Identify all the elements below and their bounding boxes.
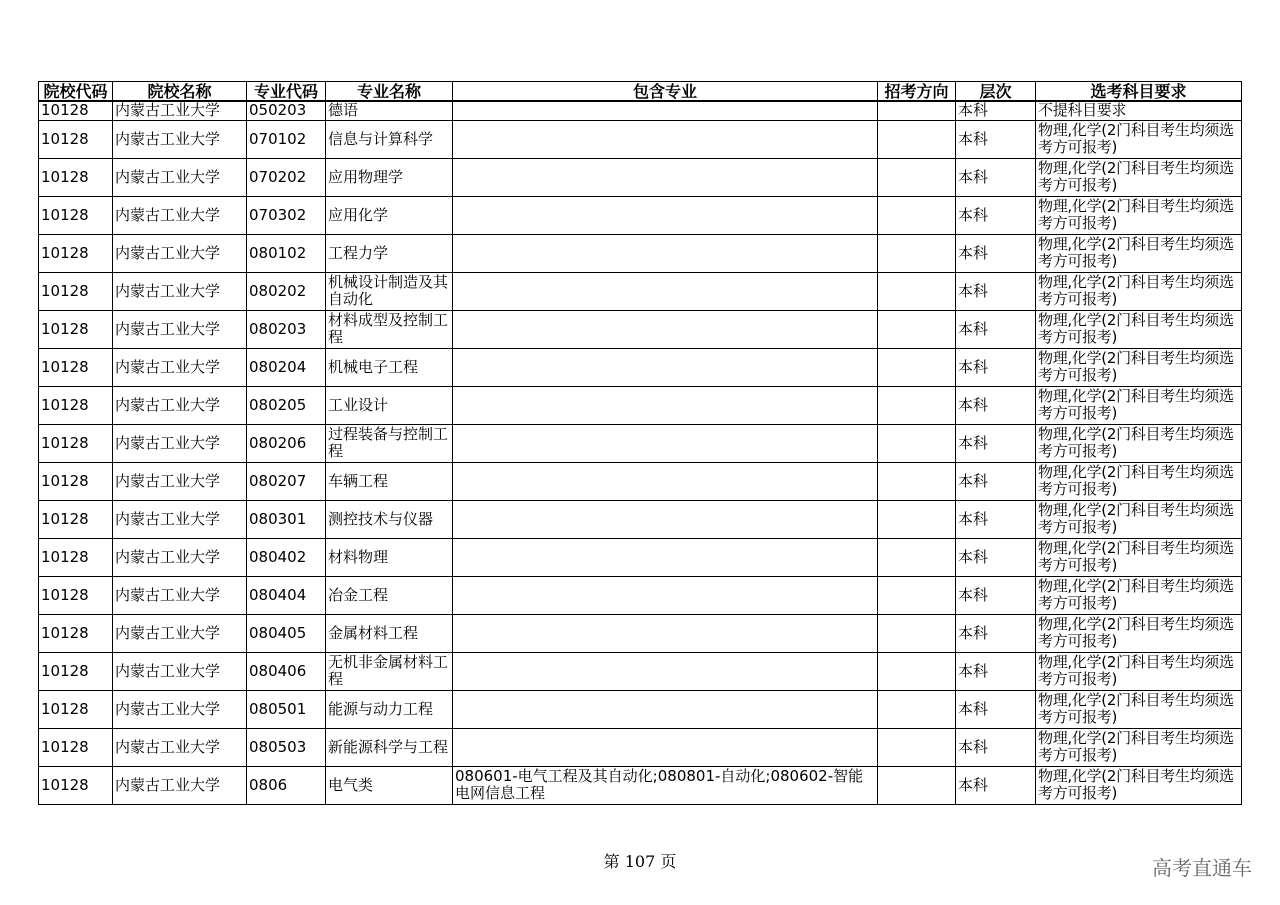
cell-school-code: 10128 (39, 101, 113, 120)
cell-school-name: 内蒙古工业大学 (113, 576, 247, 614)
cell-school-name: 内蒙古工业大学 (113, 310, 247, 348)
cell-school-code: 10128 (39, 766, 113, 804)
cell-level: 本科 (956, 614, 1036, 652)
cell-school-code: 10128 (39, 500, 113, 538)
cell-subject-requirement: 物理,化学(2门科目考生均须选考方可报考) (1036, 158, 1242, 196)
cell-major-code: 080205 (247, 386, 326, 424)
cell-major-name: 过程装备与控制工程 (326, 424, 453, 462)
table-row (39, 196, 1242, 234)
cell-major-name: 电气类 (326, 766, 453, 804)
cell-level: 本科 (956, 158, 1036, 196)
cell-major-name: 冶金工程 (326, 576, 453, 614)
cell-included-majors (453, 196, 878, 234)
cell-major-code: 080503 (247, 728, 326, 766)
cell-included-majors (453, 272, 878, 310)
cell-major-name: 金属材料工程 (326, 614, 453, 652)
table-row (39, 158, 1242, 196)
cell-major-code: 080406 (247, 652, 326, 690)
cell-school-name: 内蒙古工业大学 (113, 728, 247, 766)
cell-major-code: 080203 (247, 310, 326, 348)
table-row (39, 120, 1242, 158)
cell-subject-requirement: 物理,化学(2门科目考生均须选考方可报考) (1036, 576, 1242, 614)
cell-school-name: 内蒙古工业大学 (113, 272, 247, 310)
cell-school-name: 内蒙古工业大学 (113, 614, 247, 652)
cell-school-name: 内蒙古工业大学 (113, 158, 247, 196)
cell-direction (878, 652, 956, 690)
cell-major-code: 080102 (247, 234, 326, 272)
cell-major-name: 新能源科学与工程 (326, 728, 453, 766)
cell-school-code: 10128 (39, 690, 113, 728)
cell-level: 本科 (956, 120, 1036, 158)
cell-direction (878, 576, 956, 614)
cell-level: 本科 (956, 310, 1036, 348)
cell-major-code: 070202 (247, 158, 326, 196)
cell-subject-requirement: 物理,化学(2门科目考生均须选考方可报考) (1036, 310, 1242, 348)
cell-major-name: 无机非金属材料工程 (326, 652, 453, 690)
cell-subject-requirement: 物理,化学(2门科目考生均须选考方可报考) (1036, 424, 1242, 462)
watermark: 高考直通车 (1152, 856, 1252, 880)
cell-level: 本科 (956, 576, 1036, 614)
table-row (39, 272, 1242, 310)
table-row (39, 538, 1242, 576)
cell-school-code: 10128 (39, 120, 113, 158)
cell-school-code: 10128 (39, 158, 113, 196)
header-included-majors: 包含专业 (453, 82, 878, 102)
page-number: 第 107 页 (603, 852, 677, 871)
header-subject-requirement: 选考科目要求 (1036, 82, 1242, 102)
cell-school-name: 内蒙古工业大学 (113, 500, 247, 538)
cell-major-code: 080206 (247, 424, 326, 462)
table-row (39, 234, 1242, 272)
cell-major-name: 应用化学 (326, 196, 453, 234)
cell-included-majors (453, 101, 878, 120)
cell-school-name: 内蒙古工业大学 (113, 196, 247, 234)
table-row (39, 728, 1242, 766)
cell-school-code: 10128 (39, 424, 113, 462)
cell-school-name: 内蒙古工业大学 (113, 386, 247, 424)
cell-level: 本科 (956, 272, 1036, 310)
cell-included-majors (453, 120, 878, 158)
cell-direction (878, 538, 956, 576)
cell-major-code: 080202 (247, 272, 326, 310)
table-row (39, 614, 1242, 652)
cell-direction (878, 196, 956, 234)
cell-school-name: 内蒙古工业大学 (113, 120, 247, 158)
cell-direction (878, 386, 956, 424)
cell-major-code: 070102 (247, 120, 326, 158)
cell-major-name: 应用物理学 (326, 158, 453, 196)
cell-school-name: 内蒙古工业大学 (113, 348, 247, 386)
cell-direction (878, 234, 956, 272)
cell-school-code: 10128 (39, 348, 113, 386)
cell-subject-requirement: 物理,化学(2门科目考生均须选考方可报考) (1036, 538, 1242, 576)
cell-major-name: 车辆工程 (326, 462, 453, 500)
cell-major-code: 050203 (247, 101, 326, 120)
table-row (39, 386, 1242, 424)
header-major-code: 专业代码 (247, 82, 326, 102)
cell-subject-requirement: 物理,化学(2门科目考生均须选考方可报考) (1036, 766, 1242, 804)
cell-school-name: 内蒙古工业大学 (113, 462, 247, 500)
cell-level: 本科 (956, 386, 1036, 424)
cell-level: 本科 (956, 500, 1036, 538)
cell-subject-requirement: 物理,化学(2门科目考生均须选考方可报考) (1036, 348, 1242, 386)
cell-major-name: 机械设计制造及其自动化 (326, 272, 453, 310)
table-row (39, 766, 1242, 804)
cell-level: 本科 (956, 196, 1036, 234)
cell-subject-requirement: 物理,化学(2门科目考生均须选考方可报考) (1036, 272, 1242, 310)
cell-subject-requirement: 物理,化学(2门科目考生均须选考方可报考) (1036, 386, 1242, 424)
cell-direction (878, 272, 956, 310)
cell-school-code: 10128 (39, 310, 113, 348)
cell-level: 本科 (956, 766, 1036, 804)
cell-direction (878, 462, 956, 500)
cell-included-majors (453, 500, 878, 538)
table-row (39, 348, 1242, 386)
cell-major-code: 080501 (247, 690, 326, 728)
cell-level: 本科 (956, 348, 1036, 386)
cell-school-name: 内蒙古工业大学 (113, 690, 247, 728)
cell-direction (878, 766, 956, 804)
cell-level: 本科 (956, 690, 1036, 728)
cell-direction (878, 348, 956, 386)
header-school-name: 院校名称 (113, 82, 247, 102)
cell-school-name: 内蒙古工业大学 (113, 766, 247, 804)
cell-major-code: 070302 (247, 196, 326, 234)
cell-major-name: 工业设计 (326, 386, 453, 424)
table-row (39, 652, 1242, 690)
cell-school-name: 内蒙古工业大学 (113, 101, 247, 120)
cell-included-majors (453, 538, 878, 576)
cell-subject-requirement: 物理,化学(2门科目考生均须选考方可报考) (1036, 462, 1242, 500)
table-row (39, 101, 1242, 120)
cell-school-code: 10128 (39, 272, 113, 310)
cell-included-majors (453, 158, 878, 196)
table-row (39, 462, 1242, 500)
cell-subject-requirement: 物理,化学(2门科目考生均须选考方可报考) (1036, 690, 1242, 728)
cell-included-majors (453, 614, 878, 652)
cell-subject-requirement: 物理,化学(2门科目考生均须选考方可报考) (1036, 614, 1242, 652)
cell-direction (878, 101, 956, 120)
cell-major-code: 080301 (247, 500, 326, 538)
cell-school-code: 10128 (39, 234, 113, 272)
cell-included-majors (453, 348, 878, 386)
header-level: 层次 (956, 82, 1036, 102)
cell-direction (878, 614, 956, 652)
cell-level: 本科 (956, 462, 1036, 500)
cell-subject-requirement: 物理,化学(2门科目考生均须选考方可报考) (1036, 728, 1242, 766)
cell-subject-requirement: 物理,化学(2门科目考生均须选考方可报考) (1036, 120, 1242, 158)
cell-level: 本科 (956, 728, 1036, 766)
cell-subject-requirement: 物理,化学(2门科目考生均须选考方可报考) (1036, 652, 1242, 690)
cell-school-code: 10128 (39, 196, 113, 234)
table-row (39, 424, 1242, 462)
cell-school-name: 内蒙古工业大学 (113, 234, 247, 272)
cell-level: 本科 (956, 101, 1036, 120)
header-row (39, 82, 1242, 102)
cell-direction (878, 310, 956, 348)
table-row (39, 690, 1242, 728)
cell-school-code: 10128 (39, 614, 113, 652)
admission-table (38, 81, 1242, 805)
cell-included-majors (453, 690, 878, 728)
cell-school-code: 10128 (39, 538, 113, 576)
cell-subject-requirement: 物理,化学(2门科目考生均须选考方可报考) (1036, 196, 1242, 234)
cell-subject-requirement: 物理,化学(2门科目考生均须选考方可报考) (1036, 500, 1242, 538)
cell-level: 本科 (956, 538, 1036, 576)
cell-major-code: 080405 (247, 614, 326, 652)
cell-major-name: 德语 (326, 101, 453, 120)
cell-major-name: 信息与计算科学 (326, 120, 453, 158)
cell-school-name: 内蒙古工业大学 (113, 538, 247, 576)
cell-school-name: 内蒙古工业大学 (113, 424, 247, 462)
cell-school-code: 10128 (39, 728, 113, 766)
cell-included-majors (453, 576, 878, 614)
cell-included-majors (453, 462, 878, 500)
cell-direction (878, 690, 956, 728)
table-row (39, 310, 1242, 348)
cell-major-name: 材料成型及控制工程 (326, 310, 453, 348)
cell-school-code: 10128 (39, 386, 113, 424)
cell-major-name: 能源与动力工程 (326, 690, 453, 728)
header-direction: 招考方向 (878, 82, 956, 102)
cell-major-code: 080404 (247, 576, 326, 614)
cell-included-majors (453, 234, 878, 272)
cell-major-name: 测控技术与仪器 (326, 500, 453, 538)
cell-direction (878, 728, 956, 766)
table-row (39, 500, 1242, 538)
cell-included-majors: 080601-电气工程及其自动化;080801-自动化;080602-智能电网信息工程 (453, 766, 878, 804)
cell-school-code: 10128 (39, 462, 113, 500)
cell-direction (878, 424, 956, 462)
cell-level: 本科 (956, 652, 1036, 690)
header-major-name: 专业名称 (326, 82, 453, 102)
cell-subject-requirement: 不提科目要求 (1036, 101, 1242, 120)
cell-included-majors (453, 310, 878, 348)
cell-included-majors (453, 386, 878, 424)
cell-direction (878, 158, 956, 196)
cell-school-code: 10128 (39, 652, 113, 690)
cell-major-name: 机械电子工程 (326, 348, 453, 386)
cell-school-code: 10128 (39, 576, 113, 614)
cell-included-majors (453, 652, 878, 690)
cell-subject-requirement: 物理,化学(2门科目考生均须选考方可报考) (1036, 234, 1242, 272)
cell-major-code: 080402 (247, 538, 326, 576)
cell-level: 本科 (956, 424, 1036, 462)
cell-major-code: 0806 (247, 766, 326, 804)
cell-included-majors (453, 424, 878, 462)
cell-major-code: 080204 (247, 348, 326, 386)
cell-school-name: 内蒙古工业大学 (113, 652, 247, 690)
cell-direction (878, 120, 956, 158)
cell-major-name: 材料物理 (326, 538, 453, 576)
cell-included-majors (453, 728, 878, 766)
header-school-code: 院校代码 (39, 82, 113, 102)
cell-major-code: 080207 (247, 462, 326, 500)
table-row (39, 576, 1242, 614)
cell-level: 本科 (956, 234, 1036, 272)
cell-major-name: 工程力学 (326, 234, 453, 272)
cell-direction (878, 500, 956, 538)
